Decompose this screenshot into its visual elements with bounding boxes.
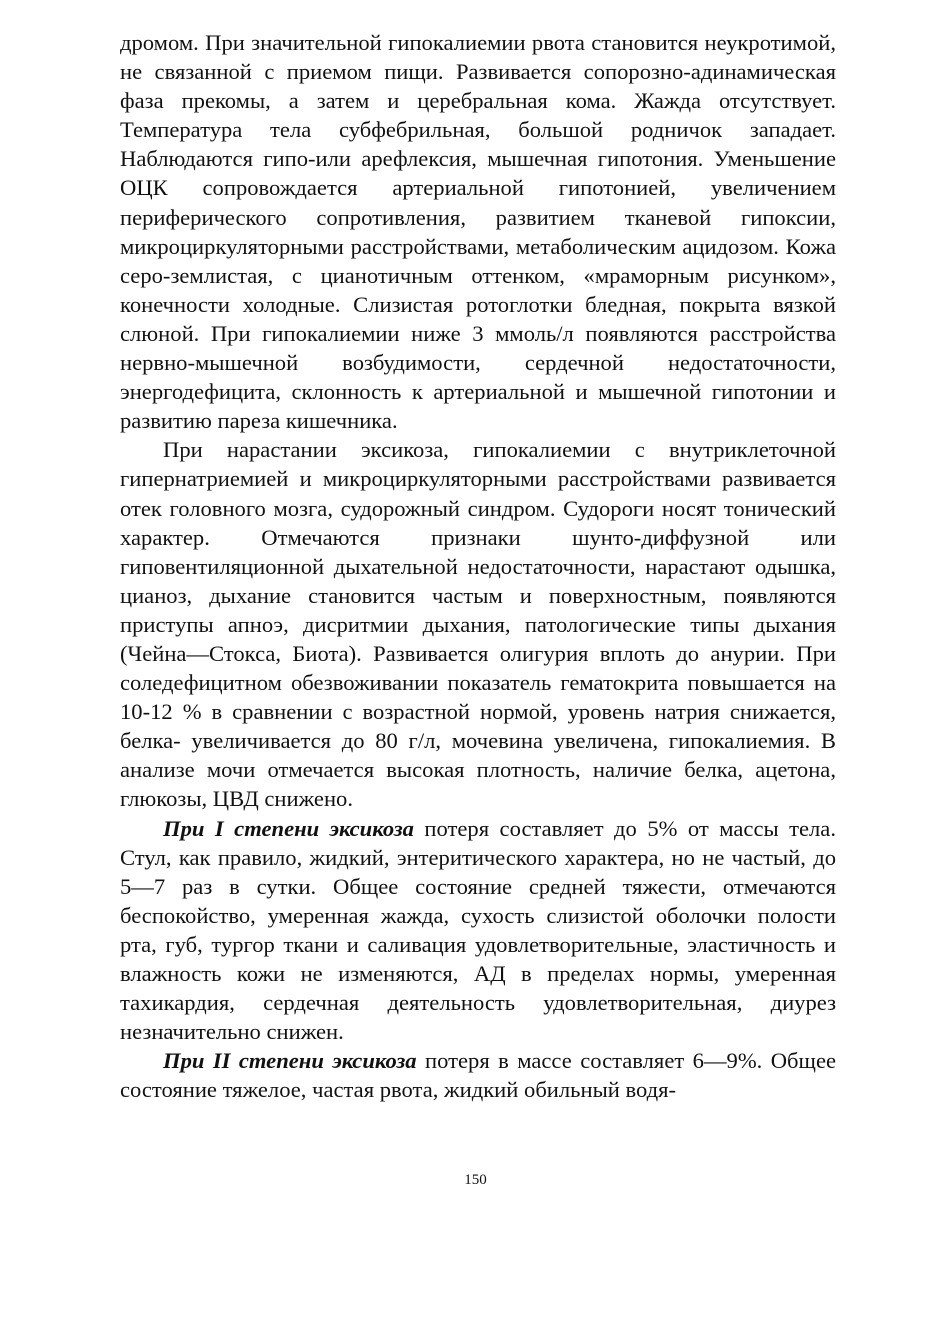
- paragraph-prekoma: [120, 28, 836, 435]
- paragraph-exicosis-degree-2: [120, 1046, 836, 1104]
- paragraph-text: потеря составляет до 5% от массы тела. Стул, как правило, жидкий, энтеритического характера, но не частый, до 5—7 раз в сутки. Общее состояние средней тяжести, отмечаются беспокойство, умеренная жажда, сухость слизистой оболочки полости рта, губ, тургор ткани и саливация удовлетворительные, эластичность и влажность кожи не изменяются, АД в пределах нормы, умеренная тахикардия, сердечная деятельность удовлетворительная, диурез незначительно снижен.: [120, 815, 836, 1045]
- paragraph-exicosis-degree-1: [120, 814, 836, 1047]
- paragraph-exicosis-progression: [120, 435, 836, 813]
- paragraph-text: потеря в массе составляет 6—9%. Общее состояние тяжелое, частая рвота, жидкий обильный водя-: [120, 1048, 837, 1103]
- document-page: [120, 28, 836, 1104]
- page-number: 150: [464, 1172, 487, 1188]
- paragraph-lead: При I степени эксикоза: [163, 815, 414, 841]
- paragraph-text: При нарастании эксикоза, гипокалиемии с внутриклеточной гипернатриемией и микроциркуляторными расстройствами развивается отек головного мозга, судорожный синдром. Судороги носят тонический характер. Отмечаются признаки шунто-диффузной или гиповентиляционной дыхательной недостаточности, нарастают одышка, цианоз, дыхание становится частым и поверхностным, появляются приступы апноэ, дисритмии дыхания, патологические типы дыхания (Чейна—Стокса, Биота). Развивается олигурия вплоть до анурии. При соледефицитном обезвоживании показатель гематокрита повышается на 10-12 % в сравнении с возрастной нормой, уровень натрия снижается, белка- увеличивается до 80 г/л, мочевина увеличена, гипокалиемия. В анализе мочи отмечается высокая плотность, наличие белка, ацетона, глюкозы, ЦВД снижено.: [120, 437, 836, 812]
- paragraph-text: дромом. При значительной гипокалиемии рвота становится неукротимой, не связанной с приемом пищи. Развивается сопорозно-адинамическая фаза прекомы, а затем и церебральная кома. Жажда отсутствует. Температура тела субфебрильная, большой родничок западает. Наблюдаются гипо-или арефлексия, мышечная гипотония. Уменьшение ОЦК сопровождается артериальной гипотонией, увеличением периферического сопротивления, развитием тканевой гипоксии, микроциркуляторными расстройствами, метаболическим ацидозом. Кожа серо-землистая, с цианотичным оттенком, «мраморным рисунком», конечности холодные. Слизистая ротоглотки бледная, покрыта вязкой слюной. При гипокалиемии ниже 3 ммоль/л появляются расстройства нервно-мышечной возбудимости, сердечной недостаточности, энергодефицита, склонность к артериальной и мышечной гипотонии и развитию пареза кишечника.: [120, 30, 836, 434]
- paragraph-lead: При II степени эксикоза: [163, 1048, 417, 1074]
